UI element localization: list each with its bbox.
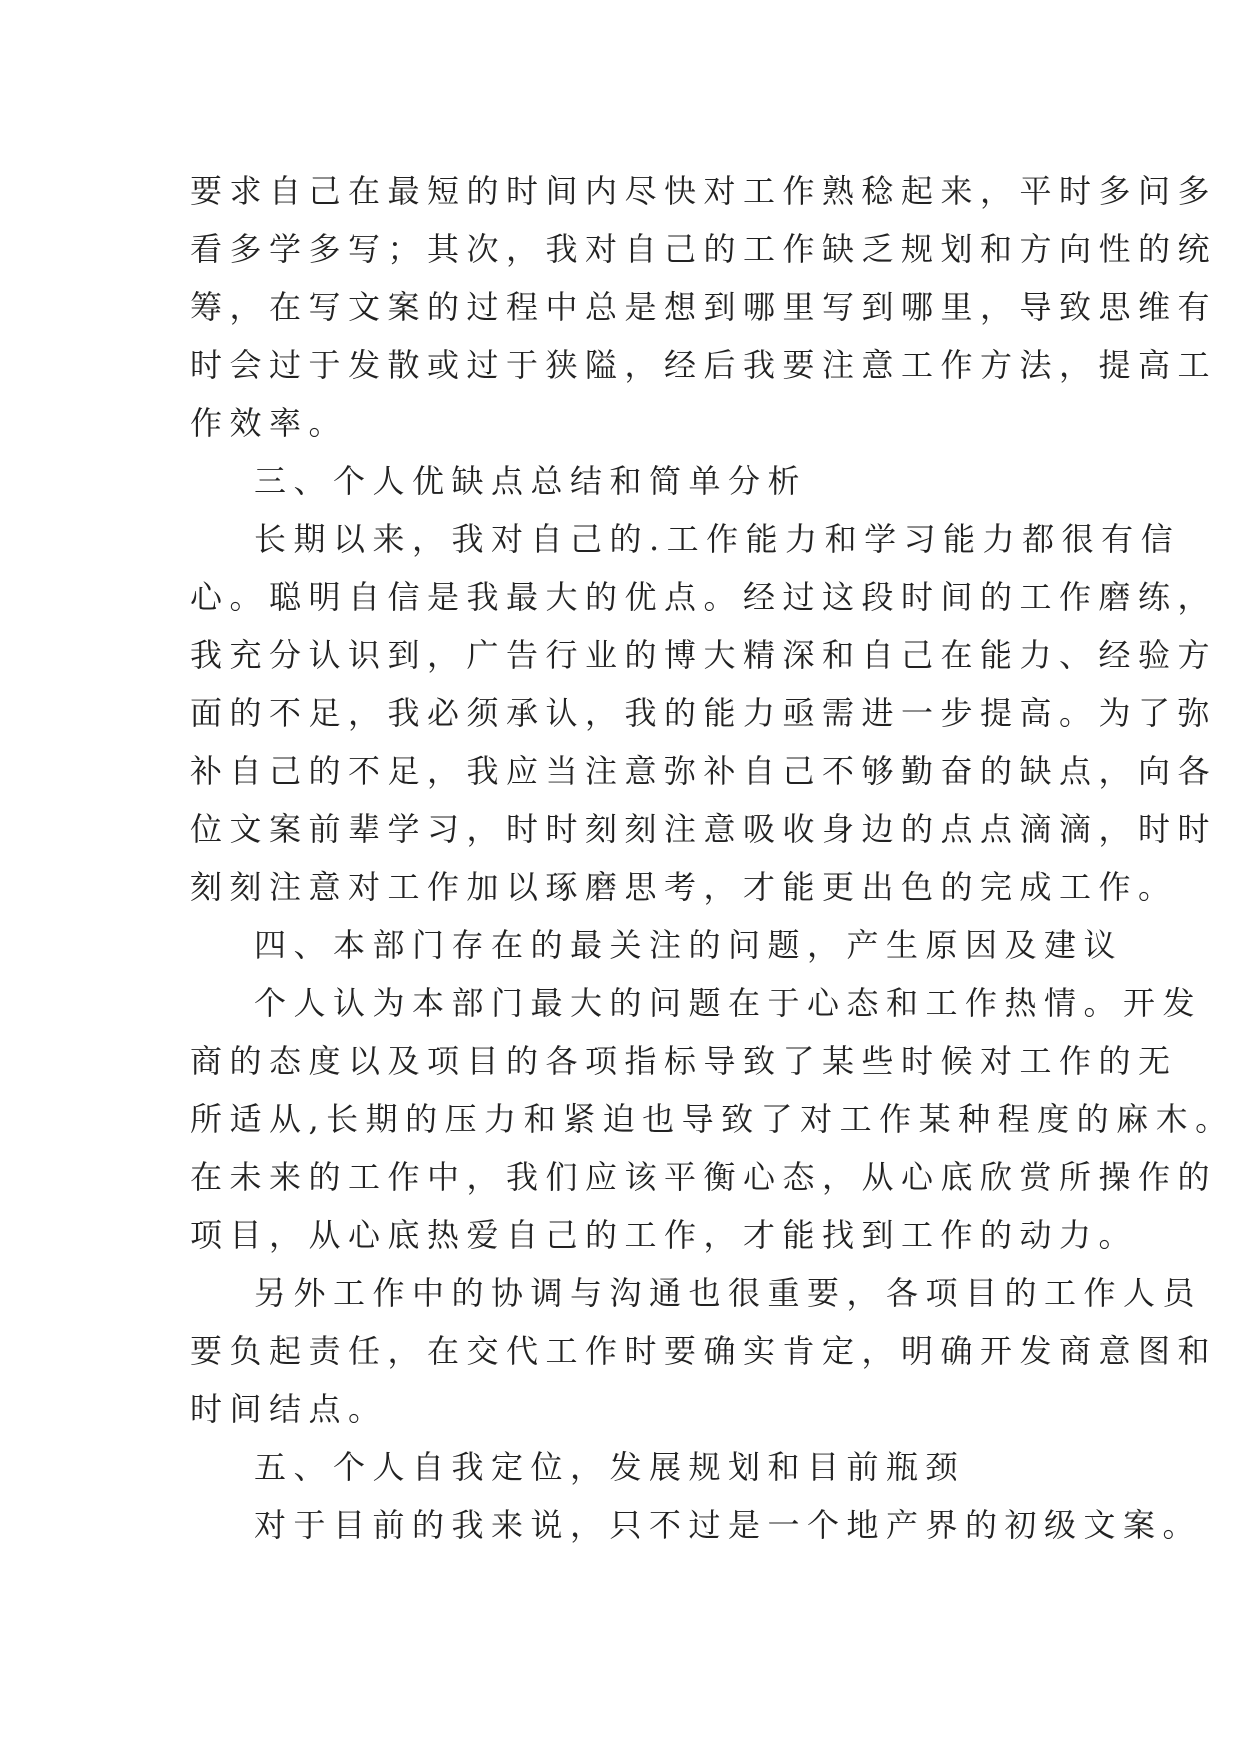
section-heading: 四、本部门存在的最关注的问题，产生原因及建议 xyxy=(254,926,1124,964)
text-line: 刻刻注意对工作加以琢磨思考，才能更出色的完成工作。 xyxy=(190,868,1178,906)
text-line: 长期以来，我对自己的.工作能力和学习能力都很有信 xyxy=(254,520,1181,558)
section-heading: 三、个人优缺点总结和简单分析 xyxy=(254,462,808,500)
text-line: 筹，在写文案的过程中总是想到哪里写到哪里，导致思维有 xyxy=(190,288,1218,326)
text-line: 位文案前辈学习，时时刻刻注意吸收身边的点点滴滴，时时 xyxy=(190,810,1218,848)
text-line: 我充分认识到，广告行业的博大精深和自己在能力、经验方 xyxy=(190,636,1218,674)
text-line: 心。聪明自信是我最大的优点。经过这段时间的工作磨练， xyxy=(190,578,1218,616)
text-line: 补自己的不足，我应当注意弥补自己不够勤奋的缺点，向各 xyxy=(190,752,1218,790)
text-line: 要负起责任，在交代工作时要确实肯定，明确开发商意图和 xyxy=(190,1332,1218,1370)
text-line: 时间结点。 xyxy=(190,1390,388,1428)
text-line: 作效率。 xyxy=(190,404,349,442)
text-line: 项目，从心底热爱自己的工作，才能找到工作的动力。 xyxy=(190,1216,1139,1254)
document-body xyxy=(190,162,1235,1554)
text-line: 所适从,长期的压力和紧迫也导致了对工作某种程度的麻木。 xyxy=(190,1100,1235,1138)
text-line: 对于目前的我来说，只不过是一个地产界的初级文案。 xyxy=(254,1506,1203,1544)
text-line: 在未来的工作中，我们应该平衡心态，从心底欣赏所操作的 xyxy=(190,1158,1218,1196)
text-line: 个人认为本部门最大的问题在于心态和工作热情。开发 xyxy=(254,984,1203,1022)
text-line: 要求自己在最短的时间内尽快对工作熟稔起来，平时多问多 xyxy=(190,172,1218,210)
section-heading: 五、个人自我定位，发展规划和目前瓶颈 xyxy=(254,1448,966,1486)
text-line: 时会过于发散或过于狭隘，经后我要注意工作方法，提高工 xyxy=(190,346,1218,384)
text-line: 面的不足，我必须承认，我的能力亟需进一步提高。为了弥 xyxy=(190,694,1218,732)
text-line: 看多学多写；其次，我对自己的工作缺乏规划和方向性的统 xyxy=(190,230,1218,268)
text-line: 商的态度以及项目的各项指标导致了某些时候对工作的无 xyxy=(190,1042,1178,1080)
text-line: 另外工作中的协调与沟通也很重要，各项目的工作人员 xyxy=(254,1274,1203,1312)
